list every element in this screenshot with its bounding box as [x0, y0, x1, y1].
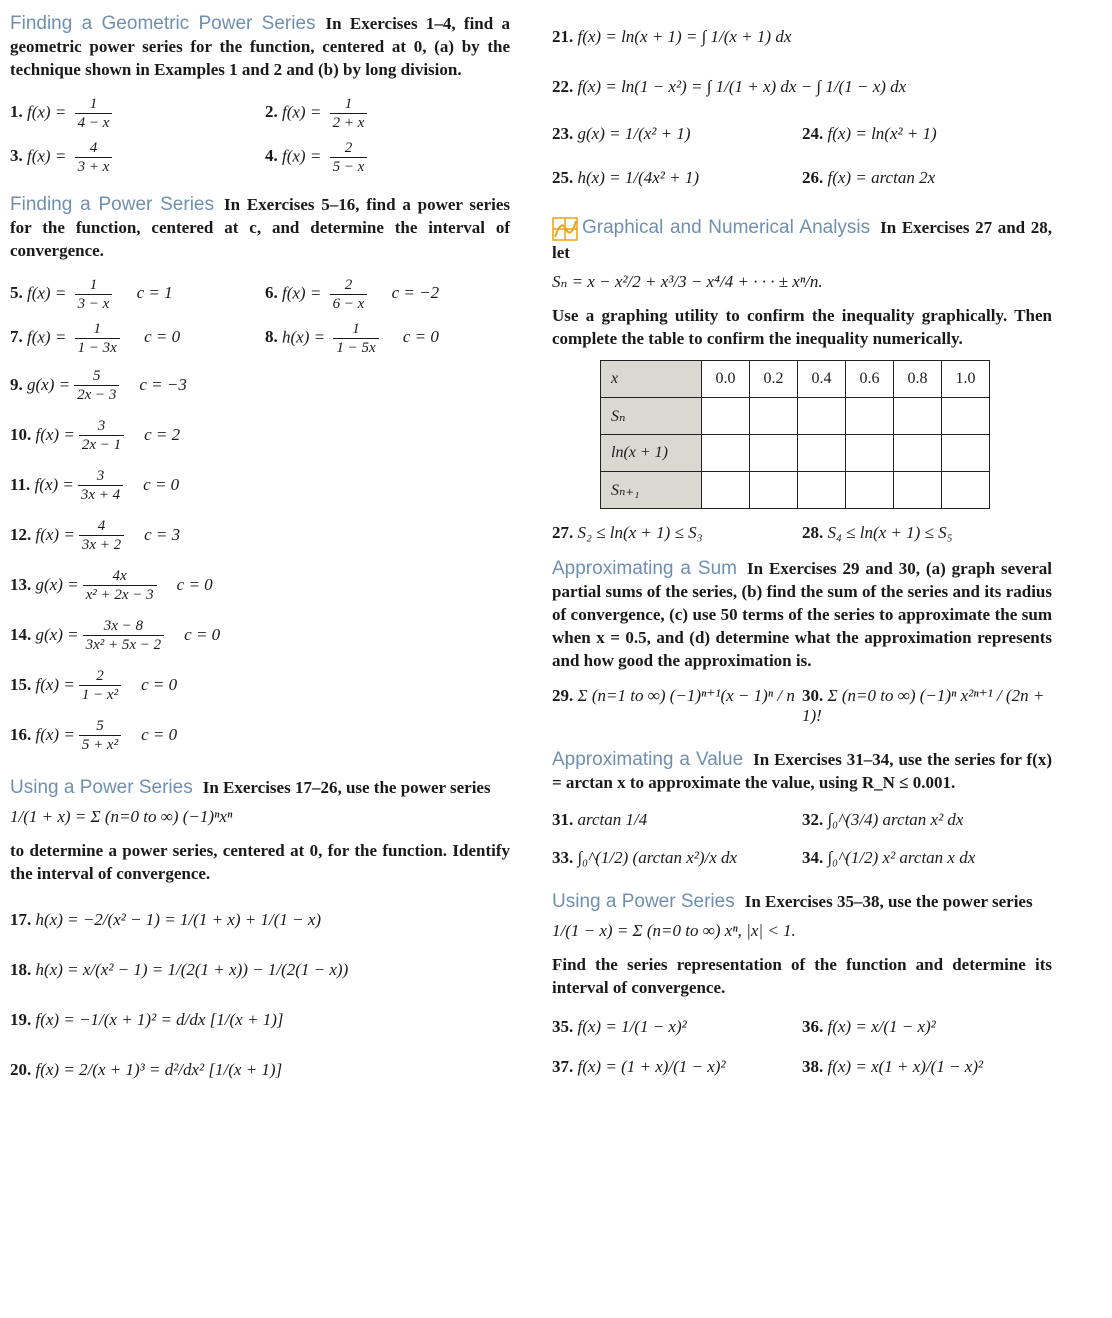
- exercise-number: 27.: [552, 523, 574, 543]
- exercise-30: [802, 686, 1052, 726]
- denominator: 2x − 3: [77, 386, 117, 403]
- exercise-26: [802, 168, 1052, 188]
- exercise-15: [10, 660, 510, 710]
- exercise-13: [10, 560, 510, 610]
- graphing-utility-icon: [552, 217, 578, 241]
- exercise-number: 37.: [552, 1057, 574, 1077]
- exercise-number: 2.: [265, 101, 278, 121]
- exercise-number: 1.: [10, 101, 23, 121]
- table-cell[interactable]: [942, 398, 990, 435]
- table-cell[interactable]: [846, 435, 894, 472]
- table-cell: 0.2: [750, 361, 798, 398]
- exercise-lhs: g(x) =: [27, 375, 71, 394]
- section-instructions: In Exercises 35–38, use the power series: [744, 892, 1033, 912]
- exercise-27: [552, 523, 802, 543]
- exercise-expression: f(x) = x/(1 − x)²: [827, 1017, 936, 1037]
- row-header: ln(x + 1): [601, 435, 702, 472]
- section-approximating-value: [552, 748, 1052, 794]
- exercise-8: [265, 320, 510, 357]
- table-wrapper: [600, 360, 1052, 509]
- exercise-number: 18.: [10, 960, 32, 979]
- exercise-number: 25.: [552, 168, 574, 187]
- numerator: 2: [330, 276, 368, 295]
- denominator: 2 + x: [332, 114, 365, 131]
- exercise-number: 13.: [10, 575, 32, 594]
- exercise-lhs: f(x) =: [35, 525, 75, 544]
- row-header: Sₙ: [601, 398, 702, 435]
- exercise-number: 26.: [802, 168, 824, 187]
- exercise-11: [10, 460, 510, 510]
- exercise-24: [802, 124, 1052, 144]
- section-instructions-continued: Use a graphing utility to confirm the inequality graphically. Then complete the table to confirm the inequality numerically.: [552, 306, 1052, 349]
- exercise-expression: h(x) = x/(x² − 1) = 1/(2(1 + x)) − 1/(2(1 − x)): [35, 960, 349, 979]
- exercise-31: [552, 810, 802, 830]
- exercise-number: 21.: [552, 27, 574, 46]
- table-cell[interactable]: [894, 435, 942, 472]
- exercise-row: [552, 848, 1052, 868]
- exercise-number: 31.: [552, 810, 574, 830]
- section-title: Finding a Power Series: [10, 194, 214, 215]
- table-row: [601, 361, 990, 398]
- denominator: x² + 2x − 3: [85, 586, 154, 603]
- exercise-9: [10, 360, 510, 410]
- section-title: Approximating a Sum: [552, 558, 737, 580]
- table-cell[interactable]: [798, 398, 846, 435]
- exercise-row: [552, 156, 1052, 200]
- center-value: c = −3: [139, 375, 187, 394]
- fraction: [78, 467, 123, 504]
- table-cell[interactable]: [798, 472, 846, 509]
- exercise-number: 15.: [10, 675, 32, 694]
- fraction: [79, 717, 121, 754]
- denominator: 1 − 5x: [336, 339, 376, 356]
- numerator: 1: [330, 95, 368, 114]
- exercise-row: [552, 1057, 1052, 1077]
- fraction: [330, 139, 368, 176]
- exercise-lhs: f(x) =: [35, 425, 75, 444]
- center-value: c = 0: [184, 625, 221, 644]
- exercise-2: [265, 95, 510, 132]
- exercise-number: 4.: [265, 145, 278, 165]
- exercise-lhs: g(x) =: [35, 575, 79, 594]
- numerator: 2: [330, 139, 368, 158]
- numerator: 3: [79, 417, 124, 436]
- center-value: c = 0: [141, 725, 178, 744]
- exercise-33: [552, 848, 802, 868]
- exercise-5: [10, 276, 265, 313]
- section-title: Using a Power Series: [10, 777, 193, 798]
- exercise-number: 3.: [10, 145, 23, 165]
- table-row: [601, 435, 990, 472]
- section-geometric-series: [10, 12, 510, 81]
- exercise-expression: f(x) = −1/(x + 1)² = d/dx [1/(x + 1)]: [35, 1010, 284, 1029]
- table-cell[interactable]: [750, 398, 798, 435]
- numerator: 1: [75, 95, 113, 114]
- table-row: [601, 398, 990, 435]
- exercise-expression: S₂ ≤ ln(x + 1) ≤ S₃: [577, 523, 703, 543]
- section-instructions: In Exercises 29 and 30, (a) graph several partial sums of the series, (b) find the sum of the series and its radius of convergence, (c) use 50 terms of the series to approximate the sum when x = 0.5, and (d) determine what the approximation represents and how good the approximation is.: [552, 559, 1052, 671]
- exercise-14: [10, 610, 510, 660]
- denominator: 5 + x²: [81, 736, 119, 753]
- exercise-19: [10, 995, 510, 1045]
- exercise-21: [552, 12, 1052, 62]
- numerator: 3: [78, 467, 123, 486]
- exercise-lhs: f(x) =: [282, 282, 322, 302]
- numerator: 1: [75, 320, 120, 339]
- center-value: c = 2: [144, 425, 181, 444]
- denominator: 4 − x: [77, 114, 110, 131]
- table-cell: 0.4: [798, 361, 846, 398]
- denominator: 5 − x: [332, 158, 365, 175]
- table-cell[interactable]: [942, 435, 990, 472]
- exercise-7: [10, 320, 265, 357]
- fraction: [330, 95, 368, 132]
- exercise-lhs: f(x) =: [282, 145, 322, 165]
- denominator: 3x² + 5x − 2: [85, 636, 162, 653]
- exercise-expression: f(x) = ln(x² + 1): [827, 124, 937, 143]
- center-value: c = 0: [176, 575, 213, 594]
- exercise-row: [10, 135, 510, 179]
- exercise-number: 19.: [10, 1010, 32, 1029]
- fraction: [83, 617, 165, 654]
- exercise-38: [802, 1057, 1052, 1077]
- table-cell[interactable]: [750, 435, 798, 472]
- exercise-expression: arctan 1/4: [577, 810, 648, 830]
- exercise-12: [10, 510, 510, 560]
- exercise-1: [10, 95, 265, 132]
- fraction: [74, 367, 119, 404]
- exercise-number: 35.: [552, 1017, 574, 1037]
- exercise-35: [552, 1017, 802, 1037]
- section-using-power-series: [10, 776, 510, 799]
- denominator: 3 − x: [77, 295, 110, 312]
- exercise-expression: f(x) = ln(x + 1) = ∫ 1/(x + 1) dx: [577, 27, 792, 46]
- exercise-number: 8.: [265, 326, 278, 346]
- table-cell[interactable]: [702, 472, 750, 509]
- section-approximating-sum: [552, 557, 1052, 672]
- table-cell: 0.0: [702, 361, 750, 398]
- exercise-expression: f(x) = 2/(x + 1)³ = d²/dx² [1/(x + 1)]: [35, 1060, 283, 1079]
- table-cell: 0.8: [894, 361, 942, 398]
- exercise-17: [10, 895, 510, 945]
- center-value: c = 1: [136, 282, 173, 302]
- exercise-20: [10, 1045, 510, 1095]
- exercise-10: [10, 410, 510, 460]
- exercise-number: 23.: [552, 124, 574, 143]
- exercise-22: [552, 62, 1052, 112]
- exercise-number: 7.: [10, 326, 23, 346]
- denominator: 3 + x: [77, 158, 110, 175]
- denominator: 1 − 3x: [77, 339, 117, 356]
- table-cell[interactable]: [894, 472, 942, 509]
- exercise-16: [10, 710, 510, 760]
- table-cell: 0.6: [846, 361, 894, 398]
- fraction: [79, 417, 124, 454]
- exercise-expression: ∫₀^(1/2) x² arctan x dx: [827, 848, 976, 868]
- table-cell[interactable]: [702, 398, 750, 435]
- section-graphical-analysis: [552, 216, 1052, 264]
- section-title: Using a Power Series: [552, 891, 735, 913]
- exercise-number: 32.: [802, 810, 824, 830]
- exercise-number: 9.: [10, 375, 23, 394]
- section-instructions: In Exercises 17–26, use the power series: [202, 778, 491, 797]
- exercise-number: 22.: [552, 77, 574, 96]
- table-cell[interactable]: [846, 398, 894, 435]
- exercise-18: [10, 945, 510, 995]
- center-value: c = 0: [143, 475, 180, 494]
- exercise-row: [10, 272, 510, 316]
- exercise-number: 34.: [802, 848, 824, 868]
- numerator: 2: [79, 667, 121, 686]
- exercise-number: 29.: [552, 686, 574, 706]
- exercise-row: [552, 523, 1052, 543]
- fraction: [79, 667, 121, 704]
- numerator: 4x: [83, 567, 157, 586]
- center-value: c = 0: [402, 326, 439, 346]
- fraction: [333, 320, 378, 357]
- exercise-expression: S₄ ≤ ln(x + 1) ≤ S₅: [827, 523, 953, 543]
- exercise-37: [552, 1057, 802, 1077]
- table-row: [601, 472, 990, 509]
- exercise-34: [802, 848, 1052, 868]
- denominator: 2x − 1: [81, 436, 122, 453]
- fraction: [83, 567, 157, 604]
- section-using-power-series-2: [552, 890, 1052, 913]
- numerator: 4: [75, 139, 113, 158]
- exercise-32: [802, 810, 1052, 830]
- exercise-3: [10, 139, 265, 176]
- exercise-expression: ∫₀^(1/2) (arctan x²)/x dx: [577, 848, 738, 868]
- exercise-expression: ∫₀^(3/4) arctan x² dx: [827, 810, 964, 830]
- section-instructions: In Exercises 31–34, use the series for f(x) = arctan x to approximate the value, using R_N ≤ 0.001.: [552, 750, 1052, 793]
- exercise-expression: h(x) = 1/(4x² + 1): [577, 168, 699, 187]
- row-header: Sₙ₊₁: [601, 472, 702, 509]
- exercise-expression: f(x) = x(1 + x)/(1 − x)²: [827, 1057, 984, 1077]
- right-column: [552, 12, 1052, 1077]
- center-value: c = 3: [144, 525, 181, 544]
- exercise-23: [552, 124, 802, 144]
- exercise-row: [552, 810, 1052, 830]
- table-cell: 1.0: [942, 361, 990, 398]
- exercise-number: 5.: [10, 282, 23, 302]
- given-series: 1/(1 + x) = Σ (n=0 to ∞) (−1)ⁿxⁿ: [10, 807, 233, 826]
- numerator: 1: [333, 320, 378, 339]
- section-title: Finding a Geometric Power Series: [10, 13, 316, 34]
- section-title: Graphical and Numerical Analysis: [582, 217, 871, 238]
- numerator: 5: [74, 367, 119, 386]
- exercise-expression: Σ (n=0 to ∞) (−1)ⁿ x²ⁿ⁺¹ / (2n + 1)!: [802, 686, 1045, 726]
- numerator: 3x − 8: [83, 617, 165, 636]
- table-cell[interactable]: [846, 472, 894, 509]
- exercise-lhs: f(x) =: [34, 475, 74, 494]
- exercise-lhs: h(x) =: [282, 326, 326, 346]
- numerator: 5: [79, 717, 121, 736]
- exercise-lhs: f(x) =: [27, 326, 67, 346]
- exercise-lhs: f(x) =: [27, 145, 67, 165]
- table-cell[interactable]: [942, 472, 990, 509]
- section-instructions: In Exercises 27 and 28, let: [552, 218, 1052, 263]
- exercise-expression: f(x) = arctan 2x: [827, 168, 936, 187]
- numerator: 4: [79, 517, 124, 536]
- exercise-expression: Σ (n=1 to ∞) (−1)ⁿ⁺¹(x − 1)ⁿ / n: [577, 686, 795, 706]
- exercise-lhs: f(x) =: [27, 282, 67, 302]
- exercise-expression: f(x) = ln(1 − x²) = ∫ 1/(1 + x) dx − ∫ 1/(1 − x) dx: [577, 77, 907, 96]
- exercise-28: [802, 523, 1052, 543]
- section-instructions: In Exercises 1–4, find a geometric power series for the function, centered at 0, (a) by the technique shown in Examples 1 and 2 and (b) by long division.: [10, 14, 510, 79]
- exercise-29: [552, 686, 802, 726]
- center-value: c = −2: [391, 282, 440, 302]
- denominator: 1 − x²: [81, 686, 119, 703]
- exercise-row: [552, 112, 1052, 156]
- exercise-number: 33.: [552, 848, 574, 868]
- given-series: 1/(1 − x) = Σ (n=0 to ∞) xⁿ, |x| < 1.: [552, 921, 796, 941]
- exercise-row: [552, 1017, 1052, 1037]
- denominator: 3x + 4: [80, 486, 121, 503]
- exercise-number: 38.: [802, 1057, 824, 1077]
- exercise-lhs: f(x) =: [282, 101, 322, 121]
- fraction: [79, 517, 124, 554]
- exercise-number: 24.: [802, 124, 824, 143]
- exercise-number: 16.: [10, 725, 32, 744]
- exercise-number: 20.: [10, 1060, 32, 1079]
- exercise-expression: f(x) = 1/(1 − x)²: [577, 1017, 687, 1037]
- exercise-36: [802, 1017, 1052, 1037]
- exercise-number: 36.: [802, 1017, 824, 1037]
- table-cell[interactable]: [798, 435, 846, 472]
- exercise-row: [10, 91, 510, 135]
- exercise-number: 11.: [10, 475, 31, 494]
- section-instructions: In Exercises 5–16, find a power series for the function, centered at c, and determine the interval of convergence.: [10, 195, 511, 260]
- section-instructions-continued: to determine a power series, centered at 0, for the function. Identify the interval of convergence.: [10, 841, 510, 883]
- section-title: Approximating a Value: [552, 749, 744, 771]
- denominator: 3x + 2: [81, 536, 122, 553]
- row-header: x: [601, 361, 702, 398]
- fraction: [75, 320, 120, 357]
- fraction: [75, 95, 113, 132]
- exercise-number: 17.: [10, 910, 32, 929]
- exercise-number: 10.: [10, 425, 32, 444]
- table-cell[interactable]: [750, 472, 798, 509]
- exercise-lhs: f(x) =: [35, 675, 75, 694]
- exercise-number: 30.: [802, 686, 824, 706]
- exercise-number: 6.: [265, 282, 278, 302]
- exercise-6: [265, 276, 510, 313]
- denominator: 6 − x: [332, 295, 365, 312]
- exercise-row: [10, 316, 510, 360]
- section-instructions-continued: Find the series representation of the function and determine its interval of convergence.: [552, 955, 1052, 998]
- fraction: [330, 276, 368, 313]
- exercise-lhs: g(x) =: [35, 625, 79, 644]
- center-value: c = 0: [141, 675, 178, 694]
- exercise-expression: g(x) = 1/(x² + 1): [577, 124, 691, 143]
- partial-sum-definition: Sₙ = x − x²/2 + x³/3 − x⁴/4 + · · · ± xⁿ/n.: [552, 272, 823, 292]
- exercise-lhs: f(x) =: [35, 725, 75, 744]
- exercise-row: [552, 686, 1052, 726]
- exercise-number: 12.: [10, 525, 32, 544]
- exercise-4: [265, 139, 510, 176]
- section-power-series: [10, 193, 510, 262]
- center-value: c = 0: [144, 326, 181, 346]
- left-column: [10, 12, 510, 1095]
- table-cell[interactable]: [894, 398, 942, 435]
- exercise-number: 28.: [802, 523, 824, 543]
- fraction: [75, 139, 113, 176]
- exercise-25: [552, 168, 802, 188]
- numerator: 1: [75, 276, 113, 295]
- exercise-number: 14.: [10, 625, 32, 644]
- fraction: [75, 276, 113, 313]
- exercise-expression: f(x) = (1 + x)/(1 − x)²: [577, 1057, 726, 1077]
- exercise-expression: h(x) = −2/(x² − 1) = 1/(1 + x) + 1/(1 − x): [35, 910, 322, 929]
- data-table: [600, 360, 990, 509]
- exercise-lhs: f(x) =: [27, 101, 67, 121]
- table-cell[interactable]: [702, 435, 750, 472]
